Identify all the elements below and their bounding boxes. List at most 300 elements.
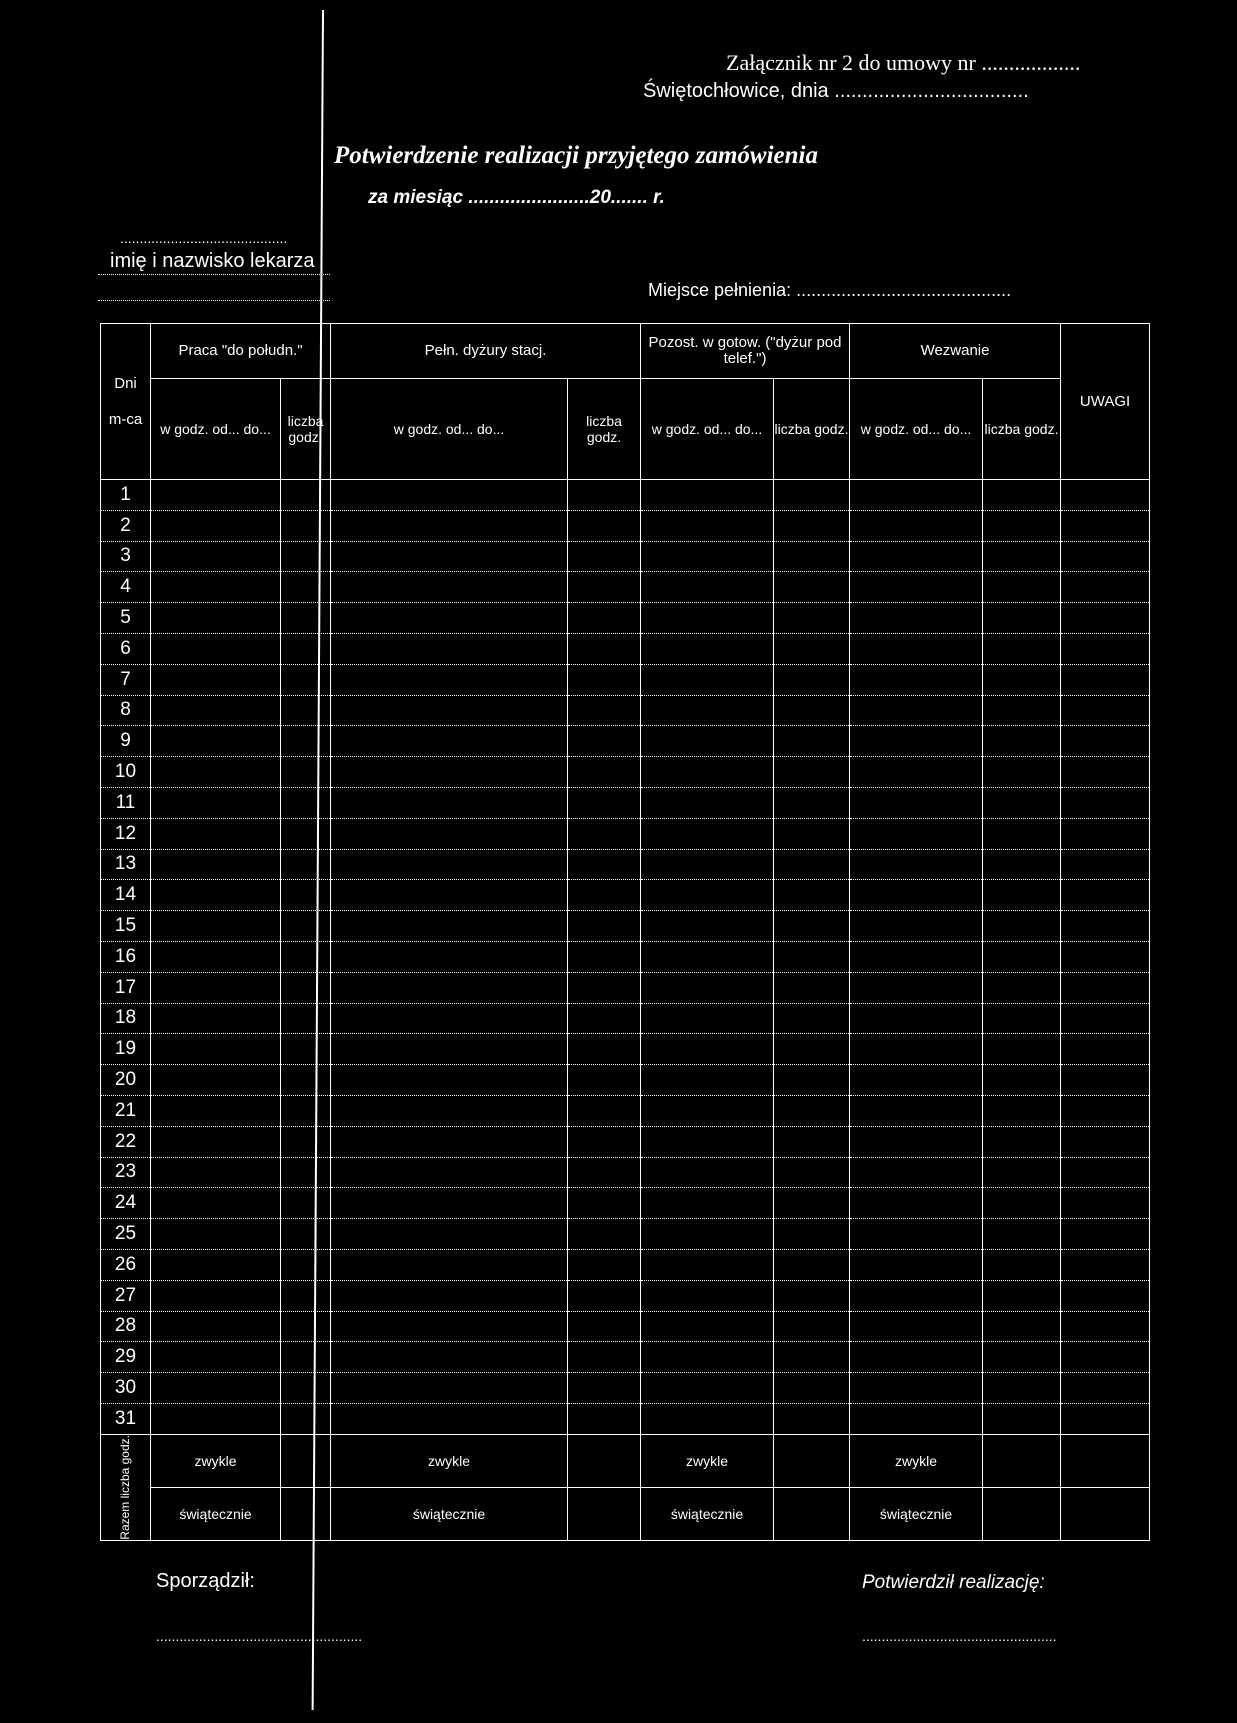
- entry-cell[interactable]: [568, 1095, 641, 1126]
- entry-cell[interactable]: [774, 695, 850, 726]
- entry-cell[interactable]: [641, 1342, 774, 1373]
- entry-cell[interactable]: [331, 572, 568, 603]
- entry-cell[interactable]: [151, 1003, 281, 1034]
- entry-cell[interactable]: [1061, 1034, 1150, 1065]
- entry-cell[interactable]: [281, 664, 331, 695]
- entry-cell[interactable]: [983, 1034, 1061, 1065]
- entry-cell[interactable]: [983, 1280, 1061, 1311]
- entry-cell[interactable]: [331, 664, 568, 695]
- entry-cell[interactable]: [568, 941, 641, 972]
- entry-cell[interactable]: [568, 1219, 641, 1250]
- entry-cell[interactable]: [983, 603, 1061, 634]
- entry-cell[interactable]: [151, 603, 281, 634]
- entry-cell[interactable]: [281, 572, 331, 603]
- entry-cell[interactable]: [1061, 1280, 1150, 1311]
- entry-cell[interactable]: [983, 726, 1061, 757]
- entry-cell[interactable]: [151, 818, 281, 849]
- entry-cell[interactable]: [850, 1065, 983, 1096]
- entry-cell[interactable]: [568, 1126, 641, 1157]
- entry-cell[interactable]: [568, 1065, 641, 1096]
- entry-cell[interactable]: [1061, 1065, 1150, 1096]
- entry-cell[interactable]: [774, 1249, 850, 1280]
- entry-cell[interactable]: [331, 1249, 568, 1280]
- entry-cell[interactable]: [568, 1311, 641, 1342]
- entry-cell[interactable]: [151, 1065, 281, 1096]
- entry-cell[interactable]: [1061, 1403, 1150, 1434]
- entry-cell[interactable]: [774, 1219, 850, 1250]
- entry-cell[interactable]: [1061, 941, 1150, 972]
- entry-cell[interactable]: [641, 695, 774, 726]
- entry-cell[interactable]: [151, 1034, 281, 1065]
- entry-cell[interactable]: [641, 972, 774, 1003]
- entry-cell[interactable]: [568, 849, 641, 880]
- entry-cell[interactable]: [983, 911, 1061, 942]
- entry-cell[interactable]: [568, 1403, 641, 1434]
- entry-cell[interactable]: [774, 1311, 850, 1342]
- entry-cell[interactable]: [850, 1373, 983, 1404]
- entry-cell[interactable]: [331, 633, 568, 664]
- entry-cell[interactable]: [774, 1342, 850, 1373]
- entry-cell[interactable]: [850, 1249, 983, 1280]
- entry-cell[interactable]: [331, 603, 568, 634]
- entry-cell[interactable]: [281, 1034, 331, 1065]
- entry-cell[interactable]: [568, 1157, 641, 1188]
- entry-cell[interactable]: [850, 941, 983, 972]
- entry-cell[interactable]: [568, 972, 641, 1003]
- entry-cell[interactable]: [983, 664, 1061, 695]
- entry-cell[interactable]: [983, 541, 1061, 572]
- entry-cell[interactable]: [1061, 1311, 1150, 1342]
- entry-cell[interactable]: [568, 603, 641, 634]
- entry-cell[interactable]: [983, 1157, 1061, 1188]
- entry-cell[interactable]: [850, 1157, 983, 1188]
- entry-cell[interactable]: [774, 572, 850, 603]
- entry-cell[interactable]: [774, 1188, 850, 1219]
- entry-cell[interactable]: [774, 941, 850, 972]
- entry-cell[interactable]: [1061, 1126, 1150, 1157]
- entry-cell[interactable]: [1061, 1157, 1150, 1188]
- entry-cell[interactable]: [850, 1095, 983, 1126]
- entry-cell[interactable]: [641, 1034, 774, 1065]
- entry-cell[interactable]: [641, 480, 774, 511]
- entry-cell[interactable]: [641, 1126, 774, 1157]
- day-rows: [101, 480, 1150, 1435]
- entry-cell[interactable]: [850, 1126, 983, 1157]
- entry-cell[interactable]: [983, 1373, 1061, 1404]
- entry-cell[interactable]: [1061, 1373, 1150, 1404]
- entry-cell[interactable]: [641, 1003, 774, 1034]
- entry-cell[interactable]: [850, 1034, 983, 1065]
- entry-cell[interactable]: [850, 972, 983, 1003]
- entry-cell[interactable]: [568, 1342, 641, 1373]
- entry-cell[interactable]: [641, 1157, 774, 1188]
- entry-cell[interactable]: [850, 695, 983, 726]
- timesheet-table: [100, 323, 1149, 1550]
- entry-cell[interactable]: [331, 510, 568, 541]
- entry-cell[interactable]: [281, 1280, 331, 1311]
- entry-cell[interactable]: [568, 757, 641, 788]
- entry-cell[interactable]: [331, 818, 568, 849]
- entry-cell[interactable]: [641, 880, 774, 911]
- entry-cell[interactable]: [281, 1003, 331, 1034]
- day-number: 15: [101, 911, 151, 942]
- entry-cell[interactable]: [850, 541, 983, 572]
- entry-cell[interactable]: [151, 695, 281, 726]
- entry-cell[interactable]: [331, 1188, 568, 1219]
- entry-cell[interactable]: [641, 1188, 774, 1219]
- entry-cell[interactable]: [850, 572, 983, 603]
- entry-cell[interactable]: [641, 541, 774, 572]
- entry-cell[interactable]: [641, 941, 774, 972]
- entry-cell[interactable]: [568, 695, 641, 726]
- entry-cell[interactable]: [151, 664, 281, 695]
- entry-cell[interactable]: [568, 1188, 641, 1219]
- entry-cell[interactable]: [331, 1157, 568, 1188]
- entry-cell[interactable]: [983, 1065, 1061, 1096]
- entry-cell[interactable]: [1061, 1219, 1150, 1250]
- entry-cell[interactable]: [151, 480, 281, 511]
- entry-cell[interactable]: [983, 695, 1061, 726]
- entry-cell[interactable]: [641, 1219, 774, 1250]
- entry-cell[interactable]: [151, 911, 281, 942]
- entry-cell[interactable]: [1061, 849, 1150, 880]
- entry-cell[interactable]: [641, 603, 774, 634]
- entry-cell[interactable]: [983, 1403, 1061, 1434]
- entry-cell[interactable]: [1061, 880, 1150, 911]
- entry-cell[interactable]: [151, 1403, 281, 1434]
- confirmed-by-signature-field[interactable]: ..................................................: [862, 1628, 1057, 1644]
- entry-cell[interactable]: [281, 1188, 331, 1219]
- entry-cell[interactable]: [568, 1280, 641, 1311]
- entry-cell[interactable]: [568, 880, 641, 911]
- entry-cell[interactable]: [983, 757, 1061, 788]
- entry-cell[interactable]: [641, 757, 774, 788]
- entry-cell[interactable]: [281, 1095, 331, 1126]
- entry-cell[interactable]: [568, 510, 641, 541]
- entry-cell[interactable]: [1061, 480, 1150, 511]
- entry-cell[interactable]: [983, 510, 1061, 541]
- entry-cell[interactable]: [983, 880, 1061, 911]
- entry-cell[interactable]: [281, 941, 331, 972]
- entry-cell[interactable]: [850, 1219, 983, 1250]
- entry-cell[interactable]: [281, 1065, 331, 1096]
- entry-cell[interactable]: [151, 541, 281, 572]
- entry-cell[interactable]: [1061, 1342, 1150, 1373]
- entry-cell[interactable]: [983, 1126, 1061, 1157]
- place-of-duty-field[interactable]: Miejsce pełnienia: ...........................................: [648, 280, 1012, 300]
- entry-cell[interactable]: [568, 480, 641, 511]
- entry-cell[interactable]: [151, 849, 281, 880]
- entry-cell[interactable]: [850, 510, 983, 541]
- entry-cell[interactable]: [331, 757, 568, 788]
- entry-cell[interactable]: [281, 1249, 331, 1280]
- entry-cell[interactable]: [151, 1280, 281, 1311]
- entry-cell[interactable]: [983, 480, 1061, 511]
- entry-cell[interactable]: [983, 972, 1061, 1003]
- entry-cell[interactable]: [331, 695, 568, 726]
- entry-cell[interactable]: [331, 1095, 568, 1126]
- entry-cell[interactable]: [774, 1157, 850, 1188]
- entry-cell[interactable]: [774, 1034, 850, 1065]
- entry-cell[interactable]: [774, 664, 850, 695]
- entry-cell[interactable]: [568, 818, 641, 849]
- entry-cell[interactable]: [641, 1403, 774, 1434]
- entry-cell[interactable]: [641, 787, 774, 818]
- entry-cell[interactable]: [850, 1311, 983, 1342]
- entry-cell[interactable]: [983, 1219, 1061, 1250]
- entry-cell[interactable]: [281, 541, 331, 572]
- entry-cell[interactable]: [331, 880, 568, 911]
- entry-cell[interactable]: [774, 1373, 850, 1404]
- entry-cell[interactable]: [850, 603, 983, 634]
- entry-cell[interactable]: [331, 1342, 568, 1373]
- entry-cell[interactable]: [151, 1249, 281, 1280]
- entry-cell[interactable]: [1061, 1188, 1150, 1219]
- entry-cell[interactable]: [281, 1403, 331, 1434]
- summary-cell[interactable]: [568, 1487, 641, 1540]
- entry-cell[interactable]: [331, 849, 568, 880]
- entry-cell[interactable]: [774, 1403, 850, 1434]
- entry-cell[interactable]: [568, 726, 641, 757]
- entry-cell[interactable]: [331, 1065, 568, 1096]
- summary-cell[interactable]: [774, 1487, 850, 1540]
- entry-cell[interactable]: [1061, 633, 1150, 664]
- entry-cell[interactable]: [568, 1003, 641, 1034]
- entry-cell[interactable]: [281, 510, 331, 541]
- entry-cell[interactable]: [1061, 1095, 1150, 1126]
- entry-cell[interactable]: [151, 1373, 281, 1404]
- entry-cell[interactable]: [151, 1157, 281, 1188]
- entry-cell[interactable]: [331, 1126, 568, 1157]
- entry-cell[interactable]: [281, 757, 331, 788]
- entry-cell[interactable]: [331, 941, 568, 972]
- entry-cell[interactable]: [774, 541, 850, 572]
- entry-cell[interactable]: [281, 1157, 331, 1188]
- summary-cell[interactable]: [281, 1487, 331, 1540]
- entry-cell[interactable]: [331, 726, 568, 757]
- entry-cell[interactable]: [568, 664, 641, 695]
- entry-cell[interactable]: [1061, 572, 1150, 603]
- entry-cell[interactable]: [983, 818, 1061, 849]
- entry-cell[interactable]: [850, 664, 983, 695]
- entry-cell[interactable]: [1061, 510, 1150, 541]
- entry-cell[interactable]: [850, 1003, 983, 1034]
- entry-cell[interactable]: [641, 510, 774, 541]
- entry-cell[interactable]: [281, 787, 331, 818]
- entry-cell[interactable]: [641, 911, 774, 942]
- entry-cell[interactable]: [281, 818, 331, 849]
- entry-cell[interactable]: [151, 1188, 281, 1219]
- entry-cell[interactable]: [983, 849, 1061, 880]
- entry-cell[interactable]: [151, 1219, 281, 1250]
- entry-cell[interactable]: [774, 633, 850, 664]
- entry-cell[interactable]: [850, 1342, 983, 1373]
- entry-cell[interactable]: [331, 1311, 568, 1342]
- entry-cell[interactable]: [641, 1095, 774, 1126]
- entry-cell[interactable]: [850, 880, 983, 911]
- entry-cell[interactable]: [331, 480, 568, 511]
- entry-cell[interactable]: [641, 1311, 774, 1342]
- entry-cell[interactable]: [774, 911, 850, 942]
- entry-cell[interactable]: [983, 633, 1061, 664]
- entry-cell[interactable]: [850, 757, 983, 788]
- entry-cell[interactable]: [983, 941, 1061, 972]
- entry-cell[interactable]: [983, 1188, 1061, 1219]
- entry-cell[interactable]: [331, 541, 568, 572]
- entry-cell[interactable]: [641, 1065, 774, 1096]
- entry-cell[interactable]: [1061, 757, 1150, 788]
- entry-cell[interactable]: [568, 541, 641, 572]
- entry-cell[interactable]: [151, 1311, 281, 1342]
- entry-cell[interactable]: [641, 1280, 774, 1311]
- entry-cell[interactable]: [774, 1065, 850, 1096]
- entry-cell[interactable]: [850, 849, 983, 880]
- entry-cell[interactable]: [1061, 664, 1150, 695]
- entry-cell[interactable]: [641, 664, 774, 695]
- prepared-by-signature-field[interactable]: .....................................................: [156, 1628, 363, 1644]
- entry-cell[interactable]: [1061, 1249, 1150, 1280]
- summary-cell[interactable]: [281, 1434, 331, 1487]
- entry-cell[interactable]: [850, 911, 983, 942]
- entry-cell[interactable]: [331, 1403, 568, 1434]
- entry-cell[interactable]: [774, 757, 850, 788]
- entry-cell[interactable]: [641, 849, 774, 880]
- entry-cell[interactable]: [850, 818, 983, 849]
- entry-cell[interactable]: [850, 633, 983, 664]
- entry-cell[interactable]: [281, 726, 331, 757]
- summary-cell[interactable]: [1061, 1487, 1150, 1540]
- entry-cell[interactable]: [568, 633, 641, 664]
- summary-label: Razem liczba godz.: [118, 1434, 132, 1540]
- entry-cell[interactable]: [331, 1034, 568, 1065]
- entry-cell[interactable]: [641, 572, 774, 603]
- entry-cell[interactable]: [983, 1095, 1061, 1126]
- entry-cell[interactable]: [568, 787, 641, 818]
- entry-cell[interactable]: [983, 572, 1061, 603]
- entry-cell[interactable]: [641, 1249, 774, 1280]
- entry-cell[interactable]: [774, 510, 850, 541]
- entry-cell[interactable]: [774, 603, 850, 634]
- entry-cell[interactable]: [281, 1126, 331, 1157]
- entry-cell[interactable]: [151, 880, 281, 911]
- entry-cell[interactable]: [331, 1280, 568, 1311]
- entry-cell[interactable]: [281, 1219, 331, 1250]
- entry-cell[interactable]: [151, 1126, 281, 1157]
- entry-cell[interactable]: [1061, 541, 1150, 572]
- summary-cell[interactable]: [983, 1434, 1061, 1487]
- entry-cell[interactable]: [774, 818, 850, 849]
- entry-cell[interactable]: [983, 1003, 1061, 1034]
- entry-cell[interactable]: [850, 726, 983, 757]
- entry-cell[interactable]: [774, 880, 850, 911]
- entry-cell[interactable]: [1061, 818, 1150, 849]
- entry-cell[interactable]: [151, 726, 281, 757]
- entry-cell[interactable]: [281, 1373, 331, 1404]
- entry-cell[interactable]: [774, 1095, 850, 1126]
- entry-cell[interactable]: [983, 1342, 1061, 1373]
- entry-cell[interactable]: [983, 1311, 1061, 1342]
- entry-cell[interactable]: [151, 1095, 281, 1126]
- entry-cell[interactable]: [983, 787, 1061, 818]
- summary-cell[interactable]: [568, 1434, 641, 1487]
- entry-cell[interactable]: [641, 726, 774, 757]
- doctor-name-field[interactable]: ...........................................: [120, 230, 288, 246]
- entry-cell[interactable]: [568, 1373, 641, 1404]
- entry-cell[interactable]: [281, 1342, 331, 1373]
- entry-cell[interactable]: [774, 787, 850, 818]
- entry-cell[interactable]: [850, 480, 983, 511]
- entry-cell[interactable]: [850, 1280, 983, 1311]
- entry-cell[interactable]: [983, 1249, 1061, 1280]
- entry-cell[interactable]: [850, 1188, 983, 1219]
- entry-cell[interactable]: [774, 1003, 850, 1034]
- entry-cell[interactable]: [850, 787, 983, 818]
- entry-cell[interactable]: [774, 726, 850, 757]
- entry-cell[interactable]: [774, 849, 850, 880]
- day-number: 26: [101, 1249, 151, 1280]
- entry-cell[interactable]: [281, 480, 331, 511]
- entry-cell[interactable]: [151, 941, 281, 972]
- entry-cell[interactable]: [151, 572, 281, 603]
- entry-cell[interactable]: [850, 1403, 983, 1434]
- entry-cell[interactable]: [641, 818, 774, 849]
- entry-cell[interactable]: [774, 480, 850, 511]
- day-number: 30: [101, 1373, 151, 1404]
- entry-cell[interactable]: [151, 972, 281, 1003]
- entry-cell[interactable]: [331, 787, 568, 818]
- entry-cell[interactable]: [331, 911, 568, 942]
- entry-cell[interactable]: [151, 1342, 281, 1373]
- entry-cell[interactable]: [774, 1126, 850, 1157]
- entry-cell[interactable]: [641, 1373, 774, 1404]
- entry-cell[interactable]: [331, 1003, 568, 1034]
- entry-cell[interactable]: [151, 633, 281, 664]
- entry-cell[interactable]: [151, 787, 281, 818]
- entry-cell[interactable]: [331, 1373, 568, 1404]
- entry-cell[interactable]: [281, 633, 331, 664]
- entry-cell[interactable]: [1061, 1003, 1150, 1034]
- entry-cell[interactable]: [151, 510, 281, 541]
- entry-cell[interactable]: [568, 1034, 641, 1065]
- entry-cell[interactable]: [774, 1280, 850, 1311]
- entry-cell[interactable]: [774, 972, 850, 1003]
- entry-cell[interactable]: [281, 911, 331, 942]
- prepared-by-label: Sporządził:: [156, 1570, 255, 1592]
- entry-cell[interactable]: [1061, 603, 1150, 634]
- entry-cell[interactable]: [281, 972, 331, 1003]
- entry-cell[interactable]: [281, 849, 331, 880]
- entry-cell[interactable]: [281, 603, 331, 634]
- entry-cell[interactable]: [331, 1219, 568, 1250]
- entry-cell[interactable]: [1061, 695, 1150, 726]
- summary-cell[interactable]: [983, 1487, 1061, 1540]
- entry-cell[interactable]: [1061, 787, 1150, 818]
- entry-cell[interactable]: [151, 757, 281, 788]
- entry-cell[interactable]: [281, 695, 331, 726]
- entry-cell[interactable]: [281, 880, 331, 911]
- summary-cell[interactable]: [1061, 1434, 1150, 1487]
- entry-cell[interactable]: [568, 911, 641, 942]
- entry-cell[interactable]: [1061, 726, 1150, 757]
- entry-cell[interactable]: [641, 633, 774, 664]
- entry-cell[interactable]: [281, 1311, 331, 1342]
- entry-cell[interactable]: [1061, 972, 1150, 1003]
- summary-cell[interactable]: [774, 1434, 850, 1487]
- entry-cell[interactable]: [568, 572, 641, 603]
- entry-cell[interactable]: [331, 972, 568, 1003]
- entry-cell[interactable]: [1061, 911, 1150, 942]
- entry-cell[interactable]: [568, 1249, 641, 1280]
